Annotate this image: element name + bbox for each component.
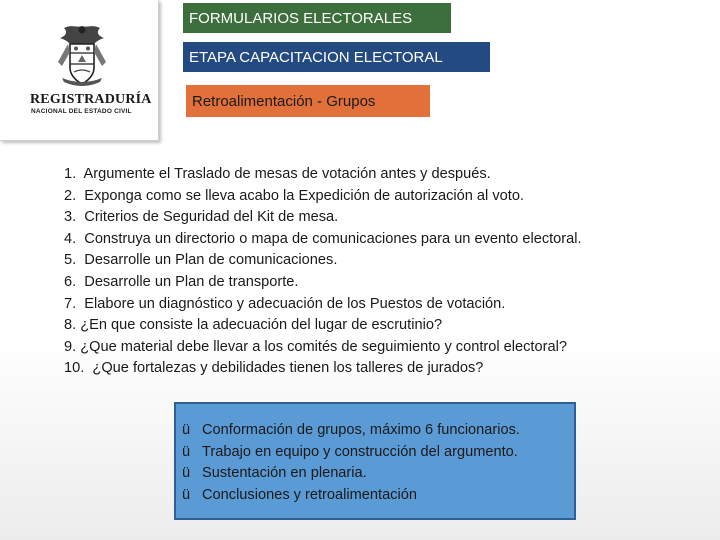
- check-icon: ü: [182, 486, 191, 503]
- stage-label: ETAPA CAPACITACION ELECTORAL: [183, 42, 490, 72]
- question-item: 6. Desarrolle un Plan de transporte.: [64, 273, 299, 290]
- questions-list: [64, 164, 582, 380]
- question-item: 7. Elabore un diagnóstico y adecuación de los Puestos de votación.: [64, 295, 506, 312]
- instruction-item: ü Conclusiones y retroalimentación: [182, 485, 574, 507]
- forms-title-label: FORMULARIOS ELECTORALES: [183, 3, 451, 33]
- question-item: 2. Exponga como se lleva acabo la Expedición de autorización al voto.: [64, 187, 524, 204]
- section-label: Retroalimentación - Grupos: [186, 85, 430, 117]
- question-item: 5. Desarrolle un Plan de comunicaciones.: [64, 252, 338, 269]
- question-item: 3. Criterios de Seguridad del Kit de mesa.: [64, 209, 339, 226]
- colombia-coat-of-arms-icon: [52, 22, 112, 88]
- check-icon: ü: [182, 465, 191, 482]
- question-item: 10. ¿Que fortalezas y debilidades tienen los talleres de jurados?: [64, 360, 484, 377]
- logo-name: REGISTRADURÍA: [30, 92, 152, 107]
- check-icon: ü: [182, 422, 191, 438]
- instruction-item: ü Conformación de grupos, máximo 6 funcionarios.: [182, 420, 574, 442]
- logo-panel: [0, 0, 159, 141]
- question-item: 8. ¿En que consiste la adecuación del lugar de escrutinio?: [64, 317, 443, 334]
- question-item: 9. ¿Que material debe llevar a los comités de seguimiento y control electoral?: [64, 338, 567, 355]
- instruction-item: ü Sustentación en plenaria.: [182, 463, 574, 485]
- question-item: 1. Argumente el Traslado de mesas de votación antes y después.: [64, 166, 491, 182]
- instructions-box: [174, 402, 576, 520]
- logo-subtitle: NACIONAL DEL ESTADO CIVIL: [31, 108, 132, 115]
- instruction-item: ü Trabajo en equipo y construcción del argumento.: [182, 442, 574, 464]
- question-item: 4. Construya un directorio o mapa de comunicaciones para un evento electoral.: [64, 230, 582, 247]
- check-icon: ü: [182, 443, 191, 460]
